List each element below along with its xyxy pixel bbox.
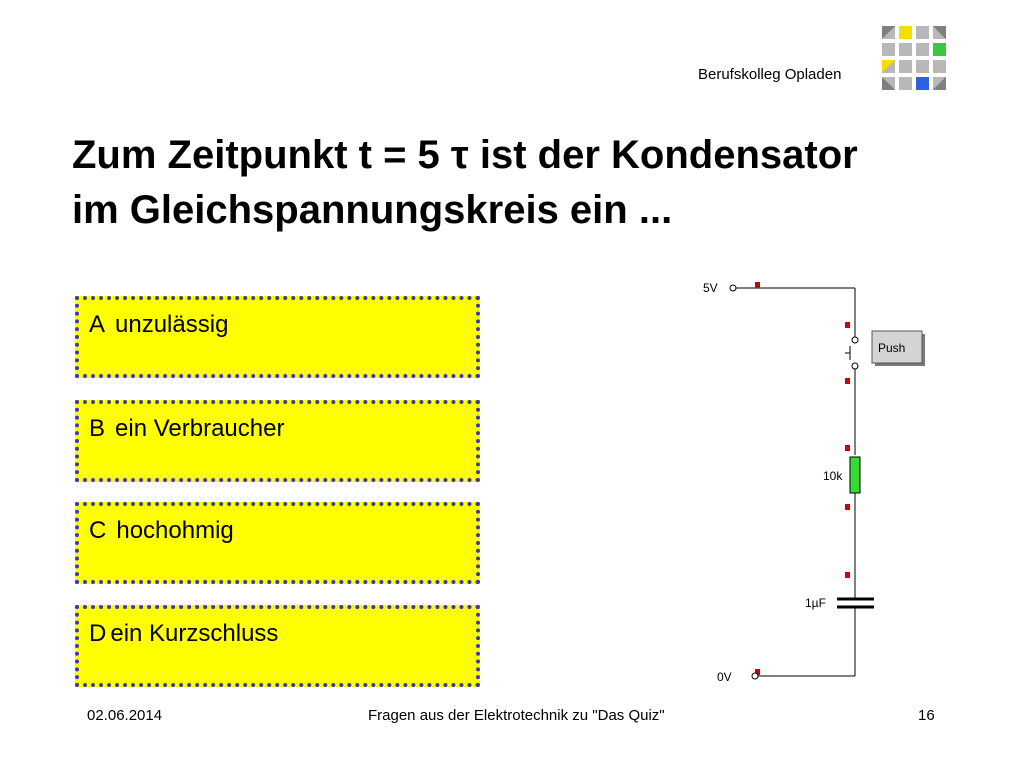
answer-option-a[interactable] [75, 296, 480, 378]
circuit-diagram [695, 270, 935, 690]
answer-text: ein Kurzschluss [110, 620, 279, 647]
answer-letter: D [89, 620, 107, 647]
answer-option-c[interactable] [75, 502, 480, 584]
switch-contact [852, 363, 858, 369]
answer-option-b[interactable] [75, 400, 480, 482]
capacitor-label: 1µF [805, 596, 826, 610]
switch-contact [852, 337, 858, 343]
terminal-bottom [752, 673, 758, 679]
question-title [72, 128, 992, 238]
node-marker [845, 322, 850, 328]
question-line-1: Zum Zeitpunkt t = 5 τ ist der Kondensator [72, 133, 858, 177]
voltage-label-top: 5V [703, 281, 718, 295]
resistor-label: 10k [823, 469, 843, 483]
answer-text: hochohmig [116, 517, 234, 544]
answer-option-d[interactable] [75, 605, 480, 687]
answer-letter: B [89, 415, 106, 442]
voltage-label-bottom: 0V [717, 670, 732, 684]
answer-text: ein Verbraucher [115, 415, 285, 442]
terminal-top [730, 285, 736, 291]
question-line-2: im Gleichspannungskreis ein ... [72, 188, 673, 232]
footer-date: 02.06.2014 [87, 707, 163, 724]
answer-text: unzulässig [115, 311, 229, 338]
push-button[interactable] [872, 331, 925, 366]
node-marker [755, 282, 760, 288]
answer-letter: A [89, 311, 106, 338]
org-name: Berufskolleg Opladen [698, 66, 842, 83]
node-marker [845, 504, 850, 510]
node-marker [845, 572, 850, 578]
logo-icon [882, 26, 946, 90]
answer-letter: C [89, 517, 107, 544]
push-button-label: Push [878, 341, 906, 355]
node-marker [845, 378, 850, 384]
footer-title: Fragen aus der Elektrotechnik zu "Das Quiz" [368, 707, 665, 724]
page-number: 16 [918, 707, 935, 724]
node-marker [845, 445, 850, 451]
resistor [850, 457, 860, 493]
